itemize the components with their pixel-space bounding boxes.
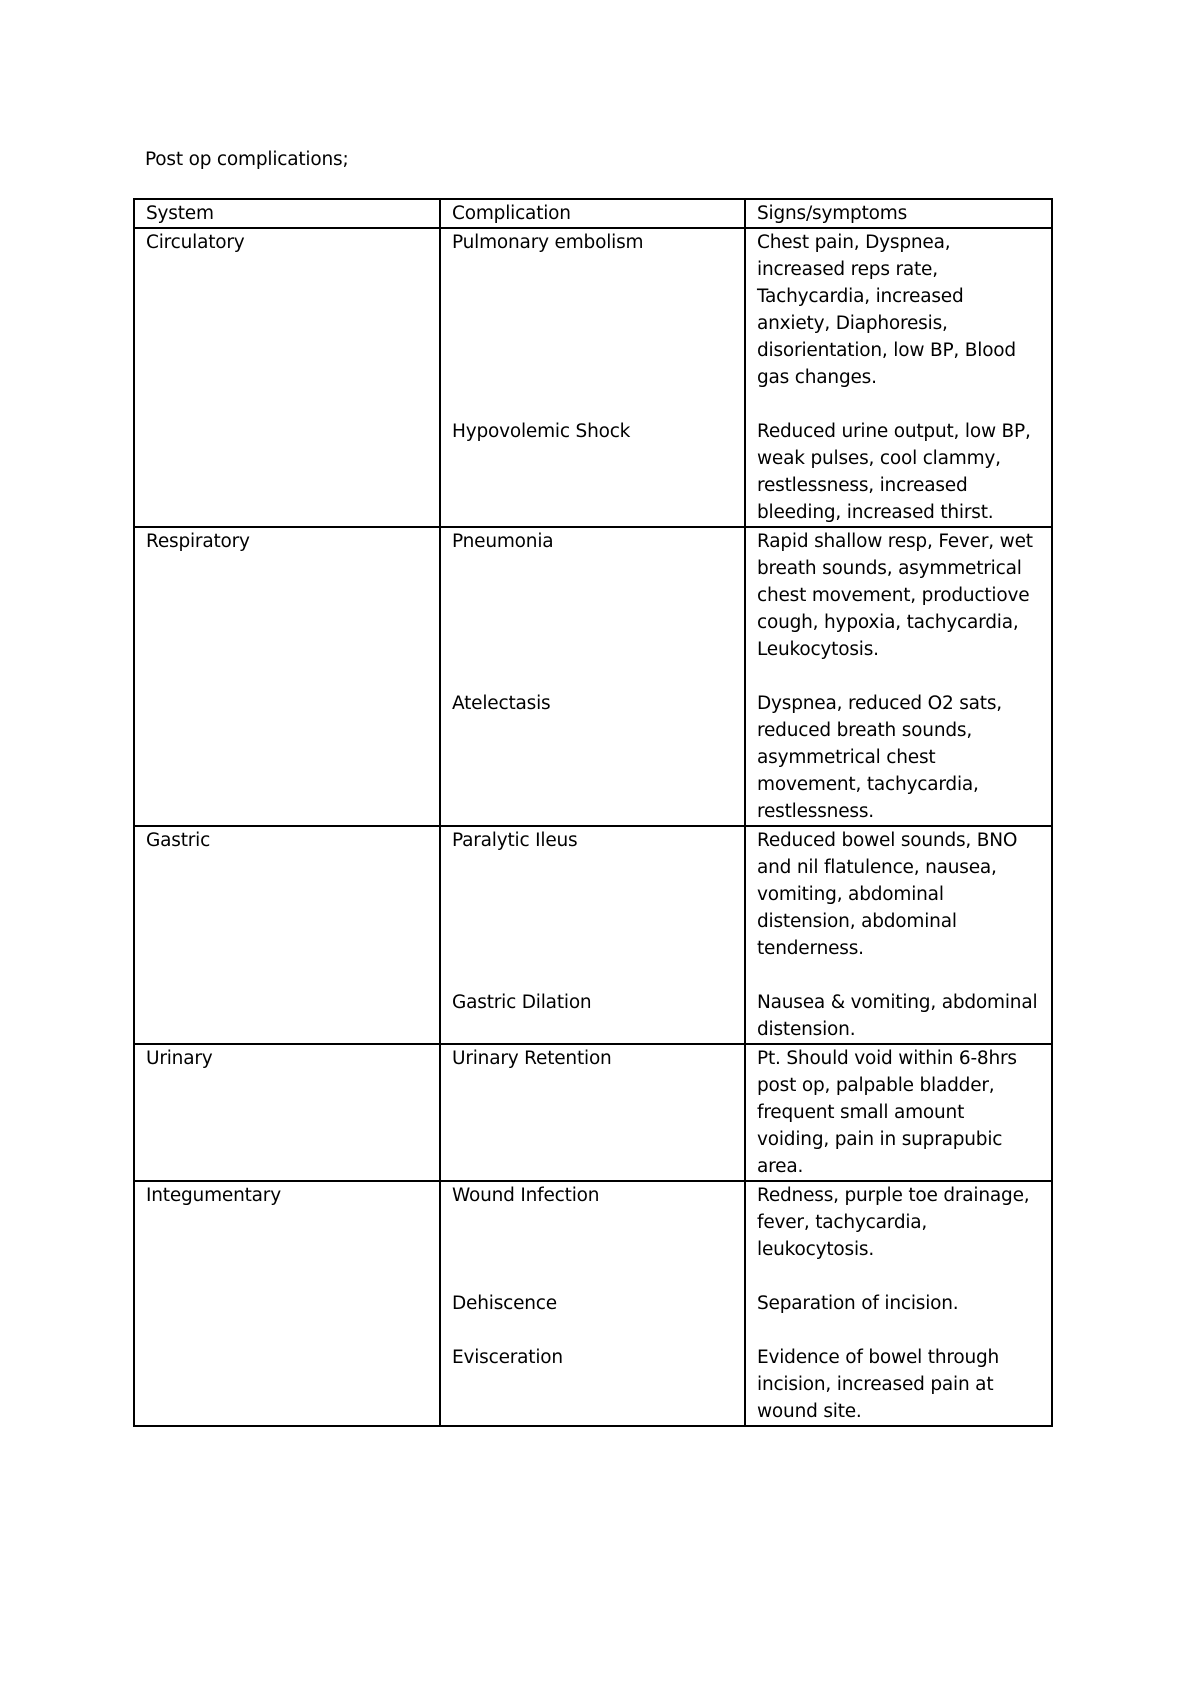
signs-text: Rapid shallow resp, Fever, wet breath sounds, asymmetrical chest movement, productiove cough, hypoxia, tachycardia, Leukocytosis. [757,531,1033,660]
system-name: Urinary [146,1048,213,1069]
signs-text: Redness, purple toe drainage, fever, tachycardia, leukocytosis. [757,1185,1030,1260]
signs-text: Reduced urine output, low BP, weak pulses, cool clammy, restlessness, increased bleeding, increased thirst. [757,421,1031,523]
table-row-urinary [134,1044,1052,1181]
system-name: Circulatory [146,232,245,253]
signs-text: Pt. Should void within 6-8hrs post op, palpable bladder, frequent small amount voiding, pain in suprapubic area. [757,1048,1017,1177]
system-cell [134,527,440,826]
table-row-integumentary [134,1181,1052,1426]
complication-name: Atelectasis [452,693,551,714]
system-name: Integumentary [146,1185,281,1206]
system-name: Respiratory [146,531,250,552]
table-row-gastric [134,826,1052,1044]
complication-cell [440,1181,745,1426]
complication-cell [440,527,745,826]
system-name: Gastric [146,830,211,851]
complication-name: Pulmonary embolism [452,232,644,253]
complication-name: Paralytic Ileus [452,830,578,851]
complication-name: Evisceration [452,1347,563,1368]
page-title: Post op complications; [145,149,349,170]
table-row-respiratory [134,527,1052,826]
complication-name: Pneumonia [452,531,554,552]
complication-cell [440,826,745,1044]
system-cell [134,1181,440,1426]
complication-cell [440,1044,745,1181]
complication-name: Wound Infection [452,1185,600,1206]
complication-name: Hypovolemic Shock [452,421,631,442]
signs-text: Evidence of bowel through incision, increased pain at wound site. [757,1347,1000,1422]
signs-text: Nausea & vomiting, abdominal distension. [757,992,1038,1040]
system-cell [134,1044,440,1181]
system-cell [134,228,440,527]
signs-text: Reduced bowel sounds, BNO and nil flatulence, nausea, vomiting, abdominal distension, abdominal tenderness. [757,830,1018,959]
signs-cell [745,527,1052,826]
complication-name: Gastric Dilation [452,992,592,1013]
complication-name: Urinary Retention [452,1048,612,1069]
signs-cell [745,228,1052,527]
header-system: System [134,199,440,228]
system-cell [134,826,440,1044]
table-header-row [134,199,1052,228]
header-signs-symptoms: Signs/symptoms [745,199,1052,228]
signs-text: Separation of incision. [757,1293,959,1314]
table-row-circulatory [134,228,1052,527]
header-complication: Complication [440,199,745,228]
signs-cell [745,826,1052,1044]
signs-text: Dyspnea, reduced O2 sats, reduced breath sounds, asymmetrical chest movement, tachycardia, restlessness. [757,693,1002,822]
complication-name: Dehiscence [452,1293,557,1314]
complications-table [133,198,1053,1427]
signs-cell [745,1044,1052,1181]
complication-cell [440,228,745,527]
signs-cell [745,1181,1052,1426]
signs-text: Chest pain, Dyspnea, increased reps rate, Tachycardia, increased anxiety, Diaphoresis, disorientation, low BP, Blood gas changes. [757,232,1016,388]
